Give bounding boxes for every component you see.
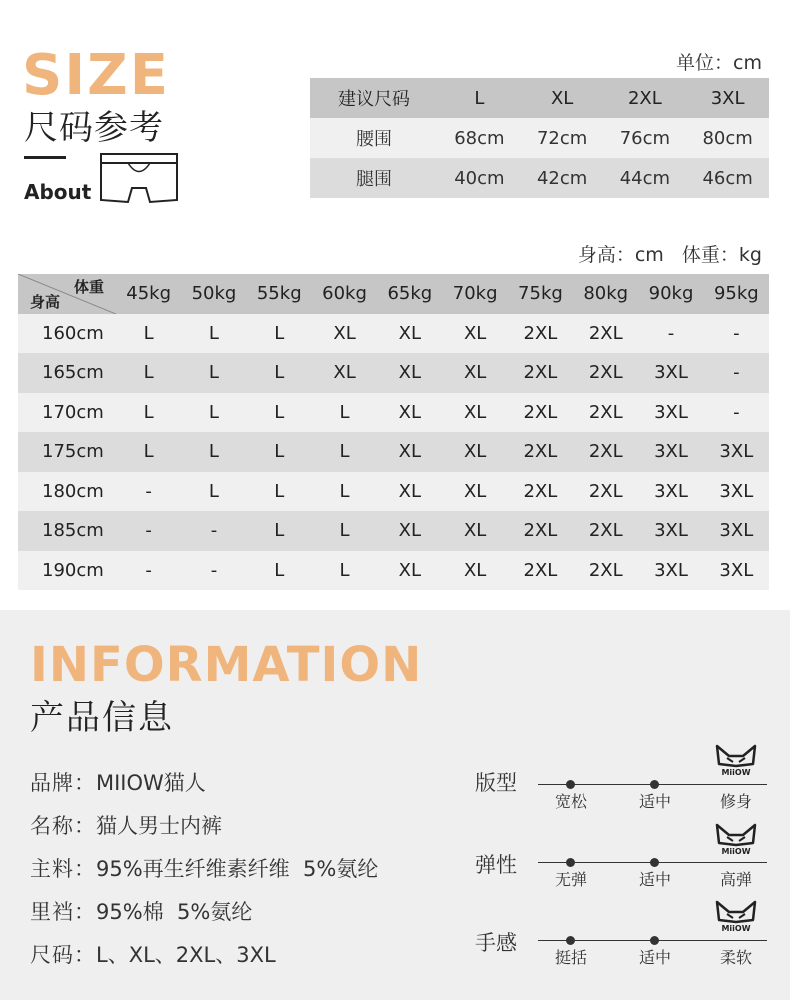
size-cell: - — [704, 393, 769, 433]
table-row — [18, 551, 769, 591]
size-cell: L — [312, 432, 377, 472]
size-cell: XL — [442, 353, 507, 393]
size-cell: L — [247, 472, 312, 512]
size-cell: L — [312, 511, 377, 551]
spec-key: 尺码： — [30, 943, 96, 967]
weight-axis-label: 体重 — [73, 278, 104, 296]
size-cell: XL — [442, 551, 507, 591]
spec-value: 95%棉 5%氨纶 — [96, 900, 253, 924]
weight-header-cell: 60kg — [312, 274, 377, 314]
size-cell: 3XL — [704, 511, 769, 551]
size-cell: L — [116, 393, 181, 433]
information-heading: INFORMATION — [30, 637, 423, 693]
scale-dot — [650, 936, 659, 945]
size-cell: L — [116, 314, 181, 354]
size-chart-table — [18, 274, 769, 590]
unit-label: 单位：cm — [676, 52, 762, 74]
table-header-cell: 2XL — [604, 78, 687, 118]
size-heading: SIZE — [22, 43, 171, 108]
about-label: About — [24, 180, 92, 204]
spec-size — [30, 942, 276, 968]
size-cell: 3XL — [704, 472, 769, 512]
table-cell: 腿围 — [310, 158, 438, 198]
table-row — [18, 314, 769, 354]
size-cell: 2XL — [573, 353, 638, 393]
size-cell: 3XL — [638, 472, 703, 512]
size-cell: L — [181, 472, 246, 512]
scale-dot — [566, 936, 575, 945]
size-cell: XL — [312, 353, 377, 393]
size-cell: XL — [442, 314, 507, 354]
scale-title-fit: 版型 — [475, 771, 517, 795]
scale-tick-label: 柔软 — [719, 948, 752, 967]
table-row — [18, 472, 769, 512]
table-header-cell: L — [438, 78, 521, 118]
size-cell: 3XL — [638, 393, 703, 433]
size-cell: - — [116, 511, 181, 551]
scale-tick-label: 适中 — [638, 870, 671, 889]
weight-header-cell: 55kg — [247, 274, 312, 314]
scale-title-elasticity: 弹性 — [475, 853, 517, 877]
size-cell: 2XL — [573, 393, 638, 433]
table-header-cell: 3XL — [686, 78, 769, 118]
table-cell: 76cm — [604, 118, 687, 158]
cat-logo-icon — [713, 823, 759, 855]
size-cell: - — [181, 511, 246, 551]
scale-title-hand-feel: 手感 — [475, 931, 517, 955]
size-cell: 2XL — [508, 511, 573, 551]
table-cell: 42cm — [521, 158, 604, 198]
size-cell: 2XL — [508, 314, 573, 354]
size-cell: 2XL — [508, 432, 573, 472]
scale-dot — [566, 780, 575, 789]
spec-value: 95%再生纤维素纤维 5%氨纶 — [96, 857, 379, 881]
size-cell: L — [181, 432, 246, 472]
spec-key: 里裆： — [30, 900, 96, 924]
spec-brand — [30, 770, 206, 796]
table-row — [18, 393, 769, 433]
size-cell: XL — [442, 432, 507, 472]
size-cell: L — [247, 551, 312, 591]
table-row — [18, 432, 769, 472]
table-cell: 80cm — [686, 118, 769, 158]
logo-text: MiiOW — [721, 924, 751, 932]
height-row-header: 190cm — [18, 551, 116, 591]
size-cell: 3XL — [704, 432, 769, 472]
size-cell: L — [312, 393, 377, 433]
logo-text: MiiOW — [721, 847, 751, 855]
size-cell: L — [181, 353, 246, 393]
chart-unit-label: 身高：cm 体重：kg — [577, 244, 762, 266]
size-cell: 2XL — [573, 314, 638, 354]
spec-value: L、XL、2XL、3XL — [96, 943, 276, 967]
weight-header-cell: 50kg — [181, 274, 246, 314]
spec-value: MIIOW猫人 — [96, 771, 206, 795]
size-cell: XL — [377, 314, 442, 354]
size-cell: 3XL — [638, 511, 703, 551]
spec-value: 猫人男士内裤 — [96, 814, 222, 838]
size-cell: - — [116, 472, 181, 512]
size-cell: XL — [377, 511, 442, 551]
size-cell: 2XL — [508, 551, 573, 591]
table-header-cell: XL — [521, 78, 604, 118]
scale-tick-label: 宽松 — [554, 792, 587, 811]
table-cell: 腰围 — [310, 118, 438, 158]
size-cell: 3XL — [638, 432, 703, 472]
size-cell: L — [181, 314, 246, 354]
height-axis-label: 身高 — [30, 292, 61, 311]
scale-dot — [650, 780, 659, 789]
size-cell: L — [247, 314, 312, 354]
cat-logo-icon — [713, 744, 759, 776]
scale-dot — [566, 858, 575, 867]
size-cell: L — [247, 353, 312, 393]
scale-tick-label: 无弹 — [554, 870, 587, 889]
weight-header-cell: 45kg — [116, 274, 181, 314]
size-cell: L — [247, 393, 312, 433]
table-cell: 44cm — [604, 158, 687, 198]
spec-key: 主料： — [30, 857, 96, 881]
size-cell: 2XL — [573, 472, 638, 512]
weight-header-cell: 70kg — [442, 274, 507, 314]
scale-tick-label: 修身 — [719, 792, 752, 811]
cat-logo-icon — [713, 900, 759, 932]
size-cell: L — [116, 432, 181, 472]
table-header-row — [310, 78, 769, 118]
size-cell: 3XL — [704, 551, 769, 591]
size-cell: XL — [377, 551, 442, 591]
size-cell: 2XL — [508, 353, 573, 393]
size-cell: XL — [377, 353, 442, 393]
scale-tick-label: 适中 — [638, 948, 671, 967]
spec-lining — [30, 899, 252, 925]
size-cell: L — [116, 353, 181, 393]
size-cell: 2XL — [573, 511, 638, 551]
size-cell: - — [704, 314, 769, 354]
size-cell: XL — [442, 511, 507, 551]
size-cell: 2XL — [573, 432, 638, 472]
size-cell: XL — [442, 393, 507, 433]
size-cell: 3XL — [638, 353, 703, 393]
weight-header-cell: 80kg — [573, 274, 638, 314]
table-row — [310, 158, 769, 198]
height-row-header: 175cm — [18, 432, 116, 472]
weight-header-cell: 95kg — [704, 274, 769, 314]
table-row — [18, 353, 769, 393]
table-cell: 68cm — [438, 118, 521, 158]
size-cell: L — [247, 511, 312, 551]
size-cell: XL — [377, 472, 442, 512]
table-row — [310, 118, 769, 158]
spec-key: 名称： — [30, 814, 96, 838]
table-cell: 46cm — [686, 158, 769, 198]
size-cell: L — [312, 551, 377, 591]
size-cell: - — [116, 551, 181, 591]
size-cell: 2XL — [508, 393, 573, 433]
height-row-header: 165cm — [18, 353, 116, 393]
table-header-row — [18, 274, 769, 314]
scale-tick-label: 适中 — [638, 792, 671, 811]
height-row-header: 170cm — [18, 393, 116, 433]
size-cell: - — [704, 353, 769, 393]
table-header-cell: 建议尺码 — [310, 78, 438, 118]
size-cell: - — [638, 314, 703, 354]
size-cell: XL — [312, 314, 377, 354]
weight-header-cell: 75kg — [508, 274, 573, 314]
height-row-header: 180cm — [18, 472, 116, 512]
size-summary-table — [310, 78, 769, 198]
size-cell: - — [181, 551, 246, 591]
corner-cell — [18, 274, 116, 314]
size-cell: L — [312, 472, 377, 512]
size-cell: L — [181, 393, 246, 433]
size-cell: 2XL — [573, 551, 638, 591]
weight-header-cell: 65kg — [377, 274, 442, 314]
table-row — [18, 511, 769, 551]
table-cell: 40cm — [438, 158, 521, 198]
table-cell: 72cm — [521, 118, 604, 158]
size-cell: XL — [442, 472, 507, 512]
height-row-header: 185cm — [18, 511, 116, 551]
spec-key: 品牌： — [30, 771, 96, 795]
scale-dot — [650, 858, 659, 867]
information-heading-cn: 产品信息 — [30, 698, 174, 738]
scale-tick-label: 挺括 — [554, 948, 587, 967]
size-heading-cn: 尺码参考 — [24, 108, 164, 148]
height-row-header: 160cm — [18, 314, 116, 354]
size-cell: 3XL — [638, 551, 703, 591]
heading-divider — [24, 156, 66, 159]
size-cell: XL — [377, 432, 442, 472]
size-cell: XL — [377, 393, 442, 433]
weight-header-cell: 90kg — [638, 274, 703, 314]
logo-text: MiiOW — [721, 768, 751, 776]
spec-name — [30, 813, 222, 839]
spec-material — [30, 856, 378, 882]
scale-tick-label: 高弹 — [719, 870, 752, 889]
size-cell: L — [247, 432, 312, 472]
briefs-icon — [98, 152, 180, 208]
size-cell: 2XL — [508, 472, 573, 512]
